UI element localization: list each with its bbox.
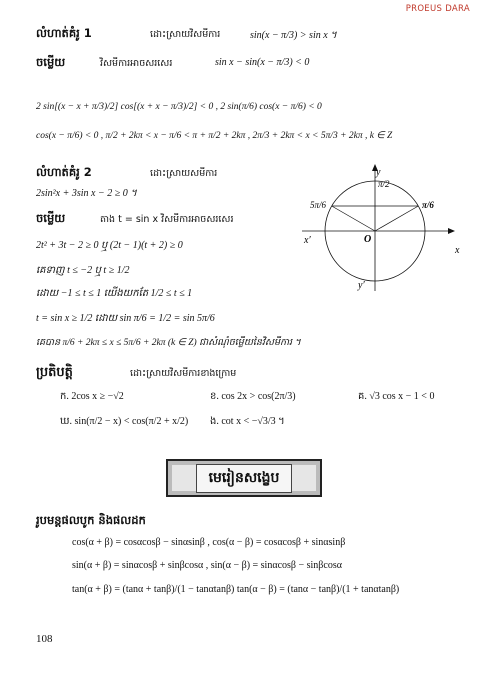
label-pi6: π/6 (422, 200, 434, 210)
example2-equation: 2sin²x + 3sin x − 2 ≥ 0 ។ (36, 188, 137, 199)
example2-line4: t = sin x ≥ 1/2 ដោយ sin π/6 = 1/2 = sin 5π/6 (36, 313, 215, 324)
label-x: x (455, 245, 460, 256)
exercise-c: គ. √3 cos x − 1 < 0 (358, 391, 435, 402)
x-axis-arrow (448, 228, 455, 234)
example1-rewrite: sin x − sin(x − π/3) < 0 (215, 57, 310, 68)
example2-let: តាង t = sin x វិសមីការអាចសរសេរ (100, 214, 234, 225)
example2-line2: គេទាញ t ≤ −2 ឬ t ≥ 1/2 (36, 265, 130, 276)
label-yprime: y′ (358, 280, 365, 291)
summary-banner-text: មេរៀនសង្ខេប (196, 464, 293, 493)
exercise-e: ង. cot x < −√3/3 ។ (210, 416, 285, 427)
example2-answer-label: ចម្លើយ (36, 211, 66, 225)
summary-banner (166, 459, 322, 497)
example2-task: ដោះស្រាយសមីការ (150, 168, 218, 179)
exercise-task: ដោះស្រាយវិសមីការខាងក្រោម (130, 368, 237, 379)
label-y: y (376, 167, 381, 178)
example1-answer-label: ចម្លើយ (36, 55, 66, 69)
label-origin: O (364, 234, 372, 245)
header-author: PROEUS DARA (405, 4, 470, 14)
exercise-a: ក. 2cos x ≥ −√2 (60, 391, 124, 402)
label-pi2: π/2 (378, 179, 390, 189)
example1-step2: cos(x − π/6) < 0 , π/2 + 2kπ < x − π/6 < π + π/2 + 2kπ , 2π/3 + 2kπ < x < 5π/3 + 2kπ , k ∈ Z (36, 131, 393, 141)
summary-formula-sin: sin(α + β) = sinαcosβ + sinβcosα , sin(α − β) = sinαcosβ − sinβcosα (72, 560, 342, 571)
example1-task: ដោះស្រាយវិសមីការ (150, 29, 221, 40)
example1-title: លំហាត់គំរូ 1 (36, 26, 92, 40)
label-xprime: x′ (304, 235, 311, 246)
unit-circle-diagram (300, 163, 465, 298)
exercise-d: ឃ. sin(π/2 − x) < cos(π/2 + x/2) (60, 416, 189, 427)
summary-formula-tan: tan(α + β) = (tanα + tanβ)/(1 − tanαtanβ) tan(α − β) = (tanα − tanβ)/(1 + tanαtanβ) (72, 584, 400, 595)
example2-line5: គេបាន π/6 + 2kπ ≤ x ≤ 5π/6 + 2kπ (k ∈ Z) ជាសំណុំចម្លើយនៃវិសមីការ ។ (36, 338, 301, 348)
example2-title: លំហាត់គំរូ 2 (36, 165, 92, 179)
example2-line1: 2t² + 3t − 2 ≥ 0 ឬ (2t − 1)(t + 2) ≥ 0 (36, 240, 183, 251)
page-number: 108 (36, 633, 53, 645)
summary-formula-cos: cos(α + β) = cosαcosβ − sinαsinβ , cos(α − β) = cosαcosβ + sinαsinβ (72, 537, 346, 548)
example1-step1: 2 sin[(x − x + π/3)/2] cos[(x + x − π/3)/2] < 0 , 2 sin(π/6) cos(x − π/6) < 0 (36, 102, 322, 112)
label-5pi6: 5π/6 (310, 200, 327, 210)
example1-inequality: sin(x − π/3) > sin x ។ (250, 30, 337, 41)
summary-title: រូបមន្តផលបូក និងផលដក (36, 513, 146, 527)
radius-5pi6 (332, 206, 375, 231)
radius-pi6 (375, 206, 418, 231)
exercise-b: ខ. cos 2x > cos(2π/3) (210, 391, 296, 402)
exercise-title: ប្រតិបត្តិ (36, 365, 73, 380)
example1-answer-text: វិសមីការអាចសរសេរ (100, 58, 173, 69)
example2-line3: ដោយ −1 ≤ t ≤ 1 យើងយកតែ 1/2 ≤ t ≤ 1 (36, 288, 193, 299)
